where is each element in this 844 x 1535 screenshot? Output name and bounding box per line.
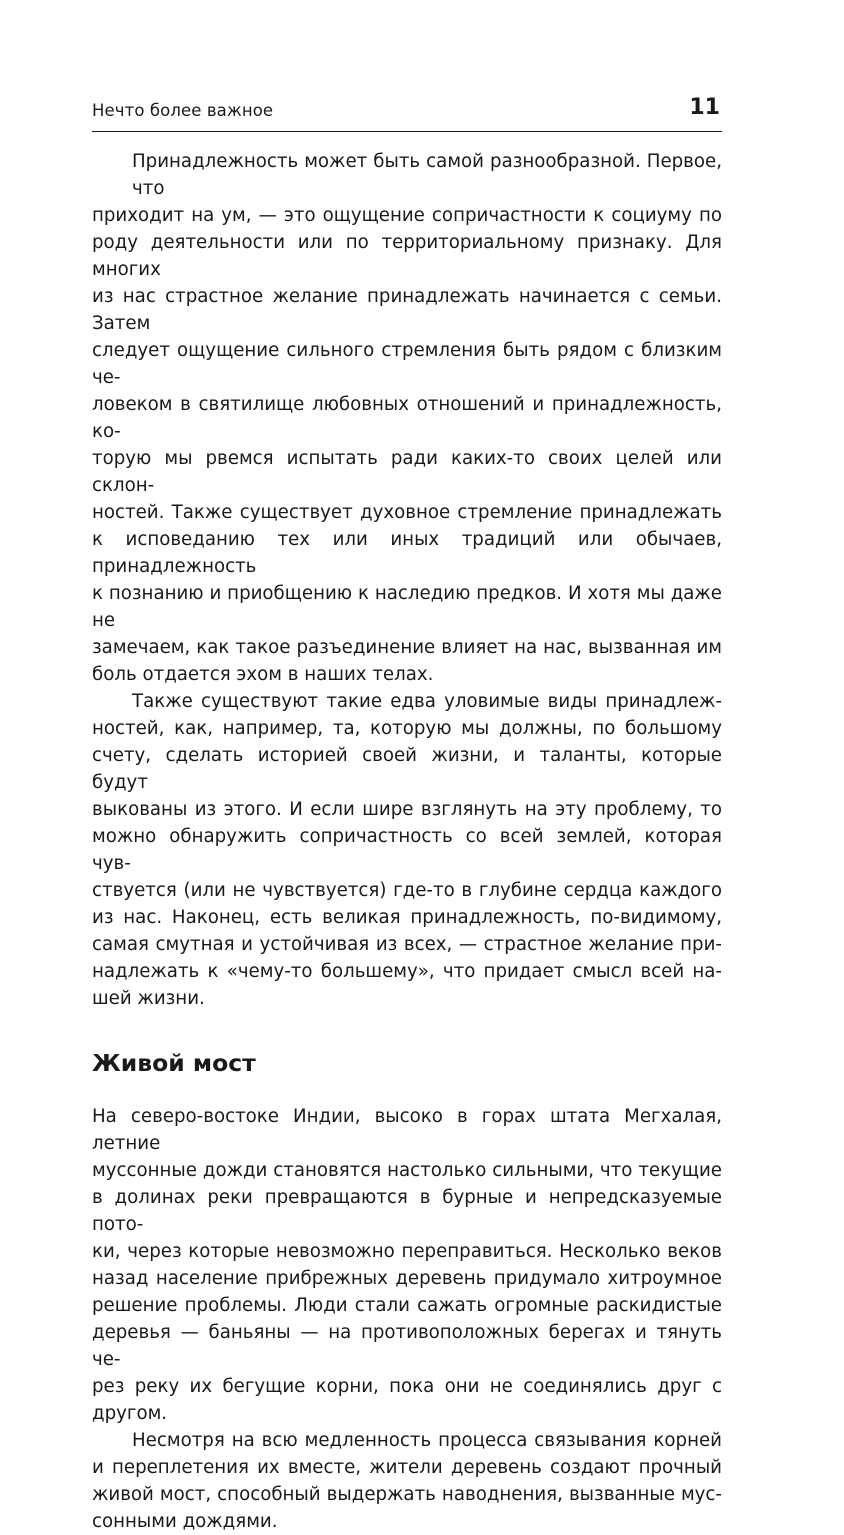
text-line: в долинах реки превращаются в бурные и непредсказуемые пото- (92, 1187, 722, 1235)
page-body (92, 148, 722, 1535)
text-line: сонными дождями. (92, 1511, 278, 1532)
text-line: живой мост, способный выдержать наводнения, вызванные мус- (92, 1484, 722, 1505)
running-title: Нечто более важное (92, 101, 274, 120)
text-line: ки, через которые невозможно переправиться. Несколько веков (92, 1241, 722, 1262)
text-line: ностей, как, например, та, которую мы должны, по большому (92, 718, 722, 739)
text-line: шей жизни. (92, 988, 205, 1009)
text-line: торую мы рвемся испытать ради каких-то своих целей или склон- (92, 448, 722, 496)
page-number: 11 (689, 95, 720, 120)
section-paragraph-2 (92, 1427, 722, 1535)
text-line: деревья — баньяны — на противоположных берегах и тянуть че- (92, 1322, 722, 1370)
page-header (92, 95, 722, 132)
text-line: ностей. Также существует духовное стремление принадлежать (92, 502, 722, 523)
text-line: рез реку их бегущие корни, пока они не соединялись друг с другом. (92, 1376, 722, 1424)
text-line: из нас страстное желание принадлежать начинается с семьи. Затем (92, 286, 722, 334)
section-paragraph-1 (92, 1103, 722, 1427)
text-line: Принадлежность может быть самой разнообразной. Первое, что (132, 151, 722, 199)
text-line: боль отдается эхом в наших телах. (92, 664, 434, 685)
text-line: из нас. Наконец, есть великая принадлежность, по-видимому, (92, 907, 722, 928)
text-line: следует ощущение сильного стремления быть рядом с близким че- (92, 340, 722, 388)
text-line: и переплетения их вместе, жители деревень создают прочный (92, 1457, 722, 1478)
text-line: замечаем, как такое разъединение влияет на нас, вызванная им (92, 637, 722, 658)
text-line: Также существуют такие едва уловимые виды принадлеж- (132, 691, 722, 712)
text-line: Несмотря на всю медленность процесса связывания корней (132, 1430, 722, 1451)
text-line: роду деятельности или по территориальному признаку. Для многих (92, 232, 722, 280)
text-line: муссонные дожди становятся настолько сильными, что текущие (92, 1160, 722, 1181)
text-line: к исповеданию тех или иных традиций или обычаев, принадлежность (92, 529, 722, 577)
text-line: самая смутная и устойчивая из всех, — страстное желание при- (92, 934, 722, 955)
paragraph-1 (92, 148, 722, 688)
text-line: можно обнаружить сопричастность со всей землей, которая чув- (92, 826, 722, 874)
text-line: ловеком в святилище любовных отношений и принадлежность, ко- (92, 394, 722, 442)
paragraph-2 (92, 688, 722, 1012)
text-line: выкованы из этого. И если шире взглянуть на эту проблему, то (92, 799, 722, 820)
text-line: ствуется (или не чувствуется) где-то в глубине сердца каждого (92, 880, 722, 901)
text-line: назад население прибрежных деревень придумало хитроумное (92, 1268, 722, 1289)
text-line: к познанию и приобщению к наследию предков. И хотя мы даже не (92, 583, 722, 631)
section-heading: Живой мост (92, 1049, 256, 1077)
text-line: надлежать к «чему-то большему», что придает смысл всей на- (92, 961, 722, 982)
text-line: На северо-востоке Индии, высоко в горах штата Мегхалая, летние (92, 1106, 722, 1154)
text-line: приходит на ум, — это ощущение сопричастности к социуму по (92, 205, 722, 226)
text-line: решение проблемы. Люди стали сажать огромные раскидистые (92, 1295, 722, 1316)
text-line: счету, сделать историей своей жизни, и таланты, которые будут (92, 745, 722, 793)
